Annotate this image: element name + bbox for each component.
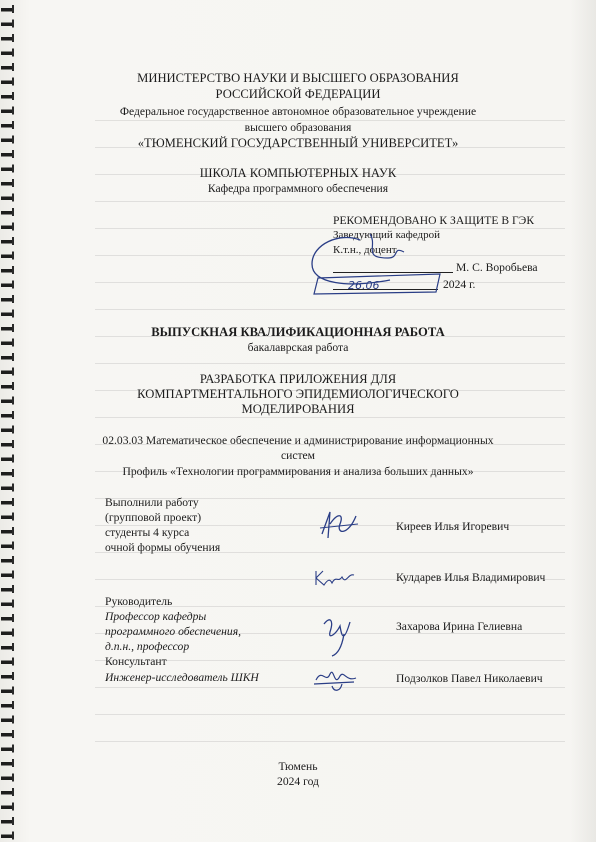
authors-label-2: (групповой проект): [105, 511, 202, 524]
work-level: бакалаврская работа: [247, 341, 349, 354]
consultant-label: Консультант: [105, 655, 167, 668]
school-name: ШКОЛА КОМПЬЮТЕРНЫХ НАУК: [199, 166, 397, 180]
direction-line-2: систем: [280, 449, 316, 462]
ministry-line-2: РОССИЙСКОЙ ФЕДЕРАЦИИ: [215, 87, 381, 101]
student-2-name: Кулдарев Илья Владимирович: [396, 571, 546, 584]
binding-ring-edge: [12, 730, 14, 738]
approval-heading: РЕКОМЕНДОВАНО К ЗАЩИТЕ В ГЭК: [333, 214, 535, 227]
consultant-position: Инженер-исследователь ШКН: [105, 671, 259, 684]
student-1-name: Киреев Илья Игоревич: [396, 520, 510, 533]
binding-ring-edge: [12, 310, 14, 318]
binding-ring-edge: [12, 223, 14, 231]
binding-ring-edge: [12, 803, 14, 811]
ministry-line-1: МИНИСТЕРСТВО НАУКИ И ВЫСШЕГО ОБРАЗОВАНИЯ: [137, 71, 459, 85]
direction-line-1: 02.03.03 Математическое обеспечение и администрирование информационных: [102, 434, 494, 447]
binding-ring-edge: [12, 150, 14, 158]
binding-ring-edge: [12, 353, 14, 361]
approver-name: М. С. Воробьева: [456, 261, 538, 274]
binding-ring-edge: [12, 266, 14, 274]
binding-ring-edge: [12, 672, 14, 680]
department-name: Кафедра программного обеспечения: [207, 182, 389, 195]
institution-line-1: Федеральное государственное автономное образовательное учреждение: [119, 105, 477, 118]
binding-ring-edge: [12, 252, 14, 260]
binding-ring-edge: [12, 832, 14, 840]
binding-ring-edge: [12, 20, 14, 28]
binding-ring-edge: [12, 701, 14, 709]
binding-ring-edge: [12, 643, 14, 651]
binding-ring-edge: [12, 484, 14, 492]
binding-ring-edge: [12, 585, 14, 593]
binding-ring-edge: [12, 542, 14, 550]
thesis-title-line-1: РАЗРАБОТКА ПРИЛОЖЕНИЯ ДЛЯ: [199, 372, 397, 386]
work-type: ВЫПУСКНАЯ КВАЛИФИКАЦИОННАЯ РАБОТА: [151, 325, 445, 339]
binding-ring-edge: [12, 788, 14, 796]
supervisor-label: Руководитель: [105, 595, 173, 608]
binding-ring-edge: [12, 600, 14, 608]
approval-date-handwritten: 26.06: [348, 279, 380, 292]
binding-ring-edge: [12, 208, 14, 216]
binding-ring-edge: [12, 34, 14, 42]
binding-ring-edge: [12, 556, 14, 564]
consultant-signature: [312, 664, 360, 694]
university-name: «ТЮМЕНСКИЙ ГОСУДАРСТВЕННЫЙ УНИВЕРСИТЕТ»: [137, 136, 459, 150]
document-year: 2024 год: [277, 775, 319, 788]
approver-signature: [300, 228, 450, 296]
supervisor-name: Захарова Ирина Гелиевна: [396, 620, 523, 633]
binding-ring-edge: [12, 745, 14, 753]
binding-ring-edge: [12, 237, 14, 245]
binding-ring-edge: [12, 49, 14, 57]
thesis-title-line-2: КОМПАРТМЕНТАЛЬНОГО ЭПИДЕМИОЛОГИЧЕСКОГО: [137, 387, 459, 401]
binding-ring-edge: [12, 716, 14, 724]
authors-label-4: очной формы обучения: [105, 541, 221, 554]
binding-ring-edge: [12, 614, 14, 622]
binding-ring-edge: [12, 5, 14, 13]
binding-ring-edge: [12, 527, 14, 535]
binding-ring-edge: [12, 295, 14, 303]
approval-role: Заведующий кафедрой: [333, 229, 440, 241]
city: Тюмень: [278, 760, 318, 773]
binding-ring-edge: [12, 817, 14, 825]
binding-ring-edge: [12, 281, 14, 289]
approval-year: 2024 г.: [443, 278, 476, 291]
student-1-signature: [318, 508, 360, 542]
supervisor-position-3: д.п.н., профессор: [105, 640, 190, 653]
binding-ring-edge: [12, 63, 14, 71]
binding-ring-edge: [12, 426, 14, 434]
supervisor-position-1: Профессор кафедры: [105, 610, 207, 623]
binding-ring-edge: [12, 513, 14, 521]
authors-label-3: студенты 4 курса: [105, 526, 190, 539]
thesis-title-line-3: МОДЕЛИРОВАНИЯ: [241, 402, 355, 416]
student-2-signature: [312, 565, 358, 591]
consultant-name: Подзолков Павел Николаевич: [396, 672, 543, 685]
profile-line: Профиль «Технологии программирования и анализа больших данных»: [122, 465, 474, 478]
supervisor-signature: [316, 612, 360, 658]
binding-ring-edge: [12, 498, 14, 506]
institution-line-2: высшего образования: [244, 121, 352, 134]
authors-label-1: Выполнили работу: [105, 496, 199, 509]
binding-ring-edge: [12, 571, 14, 579]
binding-ring-edge: [12, 658, 14, 666]
supervisor-position-2: программного обеспечения,: [105, 625, 241, 638]
binding-ring-edge: [12, 629, 14, 637]
approval-degree: К.т.н., доцент: [333, 244, 397, 256]
binding-ring-edge: [12, 687, 14, 695]
